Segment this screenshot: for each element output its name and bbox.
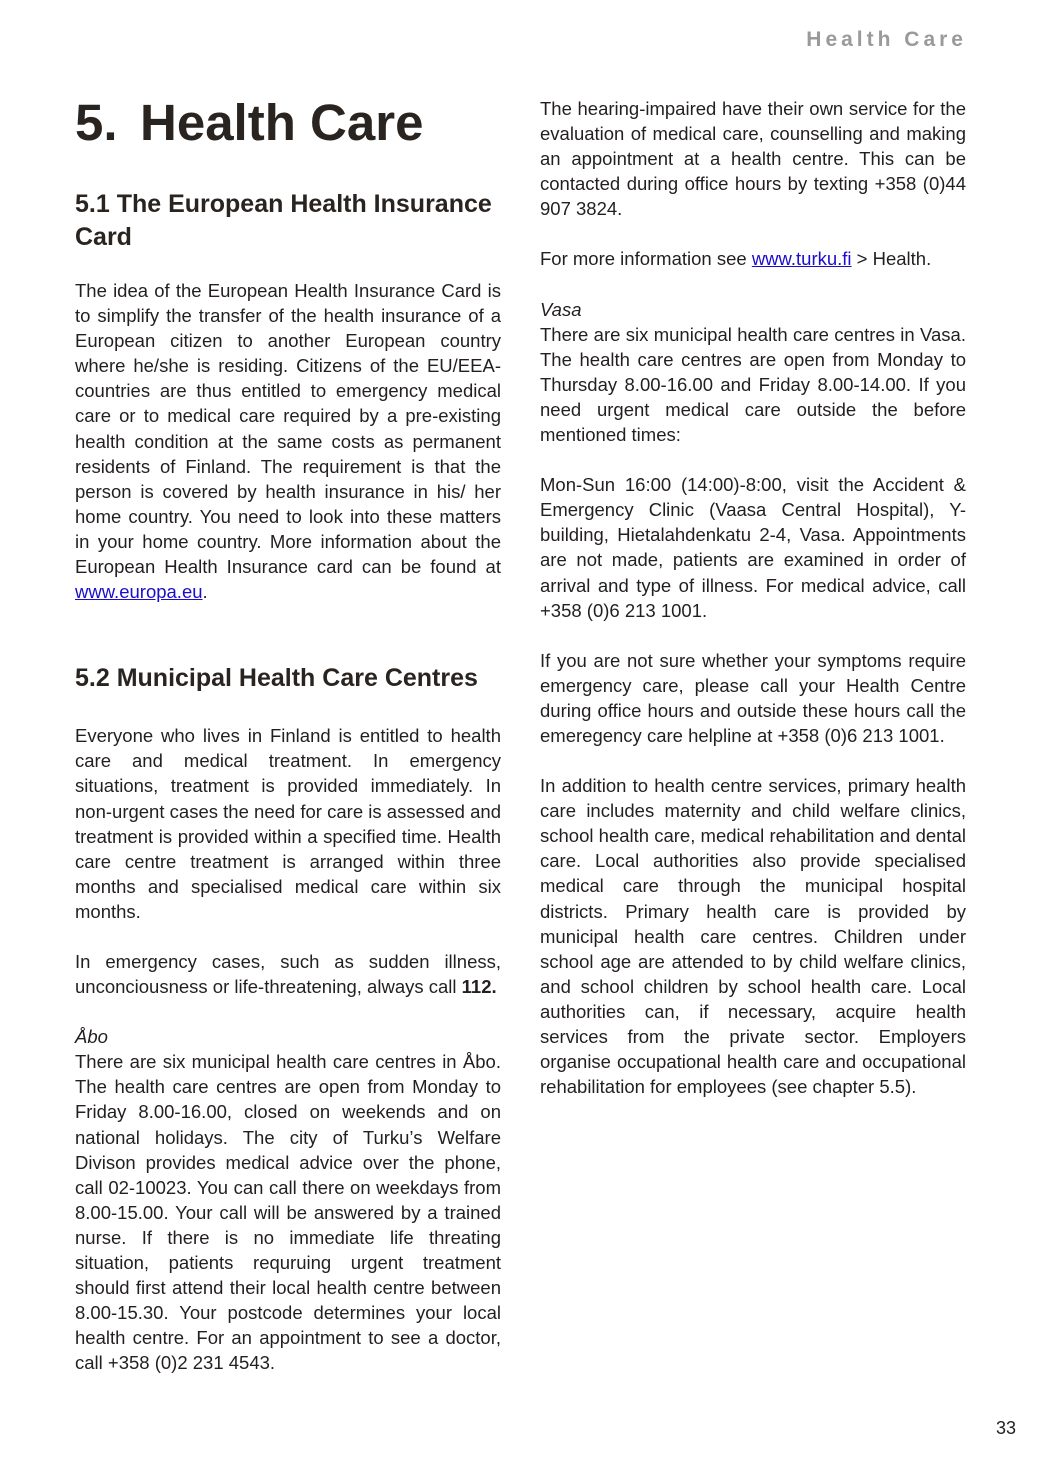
emergency-number: 112. [461,976,497,998]
vasa-emergency-paragraph: Mon-Sun 16:00 (14:00)-8:00, visit the Accident & Emergency Clinic (Vaasa Central Hospital), Y-building, Hietalahdenkatu 2-4, Vasa. Appointments are not made, patients are examined in order of arrival and type of illness. For medical advice, call +358 (0)6 213 1001. [540,474,966,621]
chapter-title-text: Health Care [140,94,424,151]
chapter-number: 5. [75,94,118,151]
hearing-impaired-paragraph: The hearing-impaired have their own service for the evaluation of medical care, counselling and making an appointment at a health centre. This can be contacted during office hours by texting +358 (0)44 907 3824. [540,98,966,220]
emergency-text: In emergency cases, such as sudden illness, unconciousness or life-threatening, always call [75,950,501,998]
entitlement-paragraph: Everyone who lives in Finland is entitled to health care and medical treatment. In emergency situations, treatment is provided immediately. In non-urgent cases the need for care is assessed and treatment is provided within a specified time. Health care centre treatment is arranged within three months and specialised medical care within six months. [75,725,501,922]
vasa-paragraph: There are six municipal health care centres in Vasa. The health care centres are open from Monday to Thursday 8.00-16.00 and Friday 8.00-14.00. If you need urgent medical care outside the before mentioned times: [540,323,966,446]
vasa-label: Vasa [540,298,582,320]
primary-care-paragraph: In addition to health centre services, primary health care includes maternity and child welfare clinics, school health care, medical rehabilitation and dental care. Local authorities also provide specialised medical care through the municipal hospital districts. Primary health care is provided by municipal health care centres. Children under school age are attended to by child welfare clinics, and school children by school health care. Local authorities can, if necessary, acquire health services from the private sector. Employers organise occupational health care and occupational rehabilitation for employees (see chapter 5.5). [540,775,966,1098]
turku-link[interactable]: www.turku.fi [751,248,852,270]
running-header: Health Care [806,28,967,51]
ehic-paragraph [75,278,501,604]
right-column [540,96,966,1099]
left-column [75,92,501,1375]
emergency-paragraph [75,949,501,999]
section-heading-municipal: 5.2 Municipal Health Care Centres [75,664,478,693]
europa-link[interactable]: www.europa.eu [75,581,203,603]
page-number: 33 [995,1418,1016,1438]
ehic-body: The idea of the European Health Insurance Card is to simplify the transfer of the health insurance of a European citizen to another European country where he/she is residing. Citizens of the EU/EEA-countries are thus entitled to emergency medical care or to medical care required by a pre-existing health condition at the same costs as permanent residents of Finland. The requirement is that the person is covered by health insurance in his/ her home country. You need to look into these matters in your home country. More information about the European Health Insurance card can be found at [75,280,501,578]
not-sure-paragraph: If you are not sure whether your symptoms require emergency care, please call your Health Centre during office hours and outside these hours call the emeregency care helpline at +358 (0)6 213 1001. [540,649,966,746]
section-heading-ehic: 5.1 The European Health Insurance Card [75,190,492,251]
more-info-paragraph: For more information see www.turku.fi > Health. [540,248,932,270]
chapter-title [75,92,501,154]
abo-paragraph: There are six municipal health care centres in Åbo. The health care centres are open from Monday to Friday 8.00-16.00, closed on weekends and on national holidays. The city of Turku’s Welfare Divison provides medical advice over the phone, call 02-10023. You can call there on weekdays from 8.00-15.00. Your call will be answered by a trained nurse. If there is no immediate life threating situation, patients requruing urgent treatment should first attend their local health centre between 8.00-15.30. Your postcode determines your local health centre. For an appointment to see a doctor, call +358 (0)2 231 4543. [75,1051,501,1374]
ehic-period: . [202,581,208,603]
abo-label: Åbo [75,1026,108,1048]
